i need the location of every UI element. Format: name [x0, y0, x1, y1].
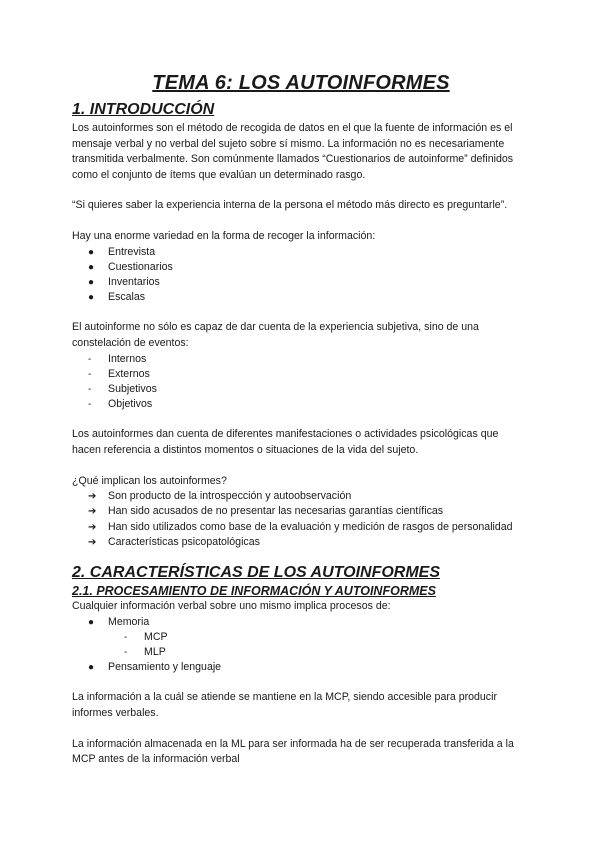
dash-icon: -: [88, 383, 92, 395]
bullet-icon: ●: [88, 662, 95, 674]
dash-icon: -: [88, 368, 92, 380]
list-item: ➔ Son producto de la introspección y autoobservación: [72, 489, 530, 504]
intro-paragraph: Los autoinformes son el método de recogida de datos en el que la fuente de información es el mensaje verbal y no verbal del sujeto sobre sí mismo. La información no es necesariamente transmitida verbalmente. Son comúnmente llamados “Cuestionarios de autoinforme” definidos como el conjunto de ítems que evalúan un determinado rasgo.: [72, 122, 514, 181]
list-item: ➔ Han sido acusados de no presentar las necesarias garantías científicas: [72, 504, 530, 519]
memory-sublist: [72, 630, 530, 660]
bullet-icon: ●: [88, 246, 95, 258]
events-paragraph: El autoinforme no sólo es capaz de dar cuenta de la experiencia subjetiva, sino de una constelación de eventos:: [72, 321, 479, 349]
implications-question: ¿Qué implican los autoinformes?: [72, 474, 227, 487]
arrow-icon: ➔: [88, 491, 97, 503]
manifestations-paragraph: Los autoinformes dan cuenta de diferentes manifestaciones o actividades psicológicas que hacen referencia a distintos momentos o situaciones de la vida del sujeto.: [72, 428, 499, 456]
processes-paragraph: Cualquier información verbal sobre uno mismo implica procesos de:: [72, 599, 391, 612]
processes-list: [72, 615, 530, 630]
events-list: [72, 352, 530, 413]
ml-paragraph: La información almacenada en la ML para ser informada ha de ser recuperada transferida a la MCP antes de la información verbal: [72, 737, 514, 766]
bullet-icon: ●: [88, 292, 95, 304]
list-item: - Externos: [72, 367, 530, 382]
list-item: ● Inventarios: [72, 275, 530, 290]
list-item: - Subjetivos: [72, 382, 530, 397]
list-item: ● Cuestionarios: [72, 260, 530, 275]
arrow-icon: ➔: [88, 521, 97, 533]
dash-icon: -: [88, 353, 92, 365]
variety-paragraph: Hay una enorme variedad en la forma de recoger la información:: [72, 229, 376, 242]
list-item: ➔ Características psicopatológicas: [72, 535, 530, 550]
implications-list: [72, 489, 530, 550]
list-item: - Objetivos: [72, 397, 530, 412]
section-1-heading: 1. INTRODUCCIÓN: [72, 101, 215, 118]
section-2-1-heading: 2.1. PROCESAMIENTO DE INFORMACIÓN Y AUTOINFORMES: [72, 583, 436, 598]
page-title: TEMA 6: LOS AUTOINFORMES: [152, 72, 450, 94]
mcp-paragraph: La información a la cuál se atiende se mantiene en la MCP, siendo accesible para producir informes verbales.: [72, 691, 497, 719]
list-item: - MLP: [72, 645, 530, 660]
bullet-icon: ●: [88, 276, 95, 288]
list-item: - Internos: [72, 352, 530, 367]
dash-icon: -: [124, 646, 128, 658]
list-item: ● Pensamiento y lenguaje: [72, 660, 530, 675]
processes-list-2: [72, 660, 530, 675]
methods-list: [72, 245, 530, 306]
dash-icon: -: [88, 399, 92, 411]
bullet-icon: ●: [88, 616, 95, 628]
section-2-heading: 2. CARACTERÍSTICAS DE LOS AUTOINFORMES: [72, 563, 441, 581]
dash-icon: -: [124, 631, 128, 643]
list-item: ● Memoria: [72, 615, 530, 630]
list-item: ● Entrevista: [72, 245, 530, 260]
arrow-icon: ➔: [88, 506, 97, 518]
list-item: ➔ Han sido utilizados como base de la evaluación y medición de rasgos de personalidad: [72, 520, 530, 535]
list-item: - MCP: [72, 630, 530, 645]
bullet-icon: ●: [88, 261, 95, 273]
list-item: ● Escalas: [72, 290, 530, 305]
arrow-icon: ➔: [88, 536, 97, 548]
quote-paragraph: “Si quieres saber la experiencia interna de la persona el método más directo es preguntarle”.: [72, 199, 508, 212]
